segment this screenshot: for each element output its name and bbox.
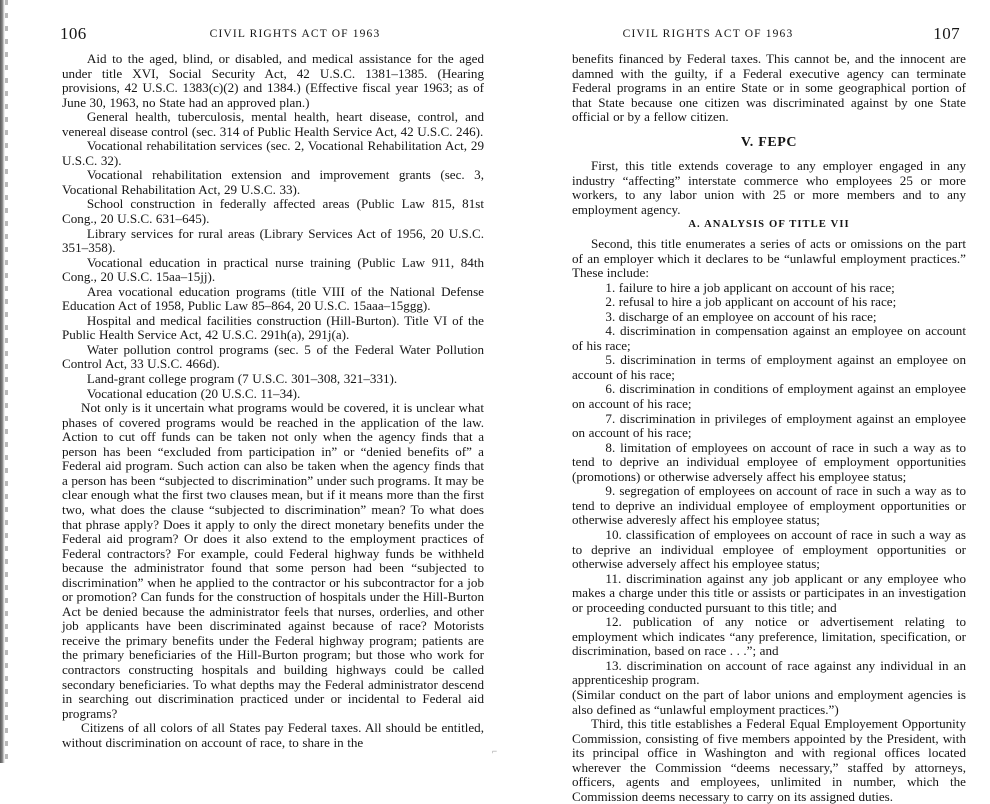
list-item: 7. discrimination in privileges of employment against an employee on account of his race; (572, 410, 966, 441)
running-title-left: CIVIL RIGHTS ACT OF 1963 (209, 28, 381, 40)
body-paragraph: Aid to the aged, blind, or disabled, and medical assistance for the aged under title XVI, Social Security Act, 42 U.S.C. 1381–1385. (Hearing provisions, 42 U.S.C. 1383(c)(2) and 1384.) (Effective fiscal year 1963; as of June 30, 1963, no State had an approved plan.) (62, 51, 484, 110)
running-head-left (60, 26, 490, 42)
body-paragraph: First, this title extends coverage to any employer engaged in any industry “affecting” interstate commerce who employees 25 or more workers, to any labor union with 25 or more members and to any employment agency. (572, 158, 966, 217)
list-item: 12. publication of any notice or advertisement relating to employment which indicates “any preference, limitation, specification, or discrimination, based on race . . .”; and (572, 614, 966, 659)
list-item: 1. failure to hire a job applicant on account of his race; (605, 279, 895, 295)
body-paragraph: Water pollution control programs (sec. 5 of the Federal Water Pollution Control Act, 33 U.S.C. 466d). (62, 341, 484, 372)
list-item: 10. classification of employees on account of race in such a way as to deprive an individual employee of employment opportunities or otherwise adversely affect his employee status; (572, 526, 966, 572)
body-paragraph: (Similar conduct on the part of labor unions and employment agencies is also defined as “unlawful employment practices.”) (572, 686, 966, 717)
list-item: 3. discharge of an employee on account of his race; (605, 308, 877, 324)
page-number-right: 107 (933, 24, 960, 43)
left-text-column (62, 52, 484, 750)
scan-speck-mark: ⌐ (492, 746, 498, 756)
body-paragraph: Hospital and medical facilities construction (Hill-Burton). Title VI of the Public Health Service Act, 42 U.S.C. 291h(a), 291j(a). (62, 312, 484, 343)
list-item: 4. discrimination in compensation against an employee on account of his race; (572, 323, 966, 353)
list-item: 2. refusal to hire a job applicant on account of his race; (605, 294, 897, 310)
body-paragraph: Second, this title enumerates a series of acts or omissions on the part of an employer which it declares to be “unlawful employment practices.” These include: (572, 236, 966, 281)
section-heading-v-fepc: V. FEPC (740, 134, 798, 150)
body-paragraph: School construction in federally affected areas (Public Law 815, 81st Cong., 20 U.S.C. 631–645). (62, 196, 484, 227)
body-paragraph: Land-grant college program (7 U.S.C. 301–308, 321–331). (86, 371, 398, 387)
list-item: 9. segregation of employees on account of race in such a way as to tend to deprive an individual employee of employment opportunities or otherwise adveresly affect his employee status; (572, 483, 966, 528)
list-item: 8. limitation of employees on account of race in such a way as to tend to deprive an individual employee of employment opportunities (promotions) or otherwise adversely affect his employee status; (572, 439, 966, 484)
body-paragraph: Vocational education (20 U.S.C. 11–34). (86, 385, 301, 401)
body-paragraph: Citizens of all colors of all States pay Federal taxes. All should be entitled, without discrimination on account of race, to share in the (62, 720, 484, 750)
body-paragraph: Area vocational education programs (title VIII of the National Defense Education Act of 1958, Public Law 85–864, 20 U.S.C. 15aaa–15ggg). (62, 283, 484, 314)
body-paragraph: Third, this title establishes a Federal Equal Employement Opportunity Commission, consisting of five members appointed by the President, with its principal office in Washington and with regional offices located wherever the Commission “deems necessary,” staffed by attorneys, officers, agents and employees, unlimited in number, which the Commission deems necessary to carry on its assigned duties. (572, 716, 966, 804)
subheading-analysis-of-title-vii: A. ANALYSIS OF TITLE VII (688, 219, 850, 231)
body-paragraph: benefits financed by Federal taxes. This cannot be, and the innocent are damned with the guilty, if a Federal executive agency can terminate Federal programs in an entire State or in some geographical portion of that State because one citizen was discriminated against by one State official or by a fellow citizen. (572, 51, 966, 125)
page-number-left: 106 (60, 24, 87, 43)
running-title-right: CIVIL RIGHTS ACT OF 1963 (622, 28, 794, 40)
list-item: 13. discrimination on account of race against any individual in an apprenticeship program. (572, 657, 966, 688)
body-paragraph: Not only is it uncertain what programs would be covered, it is unclear what phases of covered programs would be reached in the application of the law. Action to cut off funds can be taken not only when the agency finds that a person has been “excluded from participation in” or “denied benefits of” a Federal aid program. Such action can also be taken when the agency finds that a person has been “subjected to discrimination” under such programs. It may be clear enough what the first two clauses mean, but if it means more than the first two, what does the clause “subjected to discrimination” mean? To what does that phrase apply? Does it apply to only the direct monetary benefits under the Federal aid program? Or does it also extend to the employment practices of Federal contractors? For example, could Federal highway funds be withheld because the administrator found that some person had been “subjected to discrimination” when he applied to the contractor or his subcontractor for a job or promotion? Can funds for the construction of hospitals under the Hill-Burton Act be denied because the administrator feels that nurses, orderlies, and other job applicants have been discriminated against because of race? Motorists receive the primary benefits under the Federal highway program; patients are the primary beneficiaries of the Hill-Burton program; but those who work for contractors constructing hospitals and building highways could be called secondary beneficiaries. To what depths may the Federal administrator descend in searching out discrimination practiced under or incidental to Federal aid programs? (62, 400, 484, 721)
list-item: 11. discrimination against any job applicant or any employee who makes a charge under this title or assists or participates in an investigation or proceeding conducted pursuant to this title; and (572, 570, 966, 615)
body-paragraph: General health, tuberculosis, mental health, heart disease, control, and venereal disease control (sec. 314 of Public Health Service Act, 42 U.S.C. 246). (62, 109, 484, 139)
right-text-column (572, 52, 966, 804)
running-head-right (500, 26, 960, 42)
body-paragraph: Vocational education in practical nurse training (Public Law 911, 84th Cong., 20 U.S.C. 15aa–15jj). (62, 254, 484, 285)
body-paragraph: Vocational rehabilitation extension and improvement grants (sec. 3, Vocational Rehabilitation Act, 29 U.S.C. 33). (62, 167, 484, 197)
list-item: 5. discrimination in terms of employment against an employee on account of his race; (572, 352, 966, 382)
body-paragraph: Vocational rehabilitation services (sec. 2, Vocational Rehabilitation Act, 29 U.S.C. 32). (62, 138, 484, 168)
body-paragraph: Library services for rural areas (Library Services Act of 1956, 20 U.S.C. 351–358). (62, 225, 484, 256)
list-item: 6. discrimination in conditions of employment against an employee on account of his race; (572, 381, 966, 412)
